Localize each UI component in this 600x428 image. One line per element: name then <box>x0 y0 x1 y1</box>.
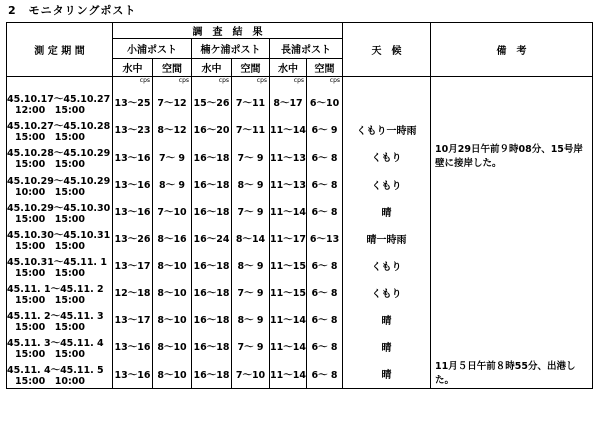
period-cell <box>7 89 113 116</box>
period-times: 15:00 15:00 <box>15 240 85 252</box>
reading-cell: 8～16 <box>153 225 192 252</box>
reading-cell: 6～ 8 <box>307 333 343 360</box>
period-cell <box>7 306 113 333</box>
reading-cell: 6～ 8 <box>307 198 343 225</box>
reading-cell: 11～14 <box>270 360 307 389</box>
table-row <box>7 198 593 225</box>
reading-cell: 8～17 <box>270 89 307 116</box>
remark-cell <box>431 116 593 143</box>
period-dates: 45.10.17～45.10.27 <box>7 93 111 105</box>
reading-cell: 13～16 <box>113 171 153 198</box>
reading-cell: 6～ 8 <box>307 360 343 389</box>
period-times: 15:00 15:00 <box>15 131 85 143</box>
period-times: 10:00 15:00 <box>15 186 85 198</box>
table-row <box>7 116 593 143</box>
period-dates: 45.11. 3～45.11. 4 <box>7 337 104 349</box>
reading-cell: 16～20 <box>192 116 232 143</box>
sub-air-header: 空間 <box>307 59 343 77</box>
remark-cell <box>431 198 593 225</box>
reading-cell: 7～10 <box>153 198 192 225</box>
sub-water-header: 水中 <box>270 59 307 77</box>
reading-cell: 6～ 8 <box>307 143 343 171</box>
remark-cell <box>431 306 593 333</box>
period-dates: 45.11. 2～45.11. 3 <box>7 310 104 322</box>
monitoring-table <box>6 22 593 389</box>
reading-cell: 8～ 9 <box>232 171 270 198</box>
unit-row <box>7 77 593 89</box>
weather-cell: くもり一時雨 <box>343 116 431 143</box>
reading-cell: 11～15 <box>270 252 307 279</box>
reading-cell: 16～18 <box>192 252 232 279</box>
weather-cell: 晴 <box>343 333 431 360</box>
period-dates: 45.11. 4～45.11. 5 <box>7 365 104 376</box>
period-dates: 45.10.31～45.11. 1 <box>7 256 107 268</box>
reading-cell: 7～ 9 <box>232 198 270 225</box>
table-row <box>7 252 593 279</box>
period-times: 15:00 15:00 <box>15 348 85 360</box>
weather-cell: 晴 <box>343 306 431 333</box>
reading-cell: 6～ 8 <box>307 171 343 198</box>
weather-cell: くもり <box>343 252 431 279</box>
table-row <box>7 306 593 333</box>
weather-cell: くもり <box>343 143 431 171</box>
reading-cell: 8～14 <box>232 225 270 252</box>
reading-cell: 8～ 9 <box>232 306 270 333</box>
period-cell <box>7 143 113 171</box>
remark-cell: 11月５日午前８時55分、出港した。 <box>431 360 593 389</box>
sub-air-header: 空間 <box>153 59 192 77</box>
reading-cell: 8～10 <box>153 252 192 279</box>
col-weather-header: 天 候 <box>343 23 431 77</box>
reading-cell: 7～11 <box>232 116 270 143</box>
weather-cell <box>343 89 431 116</box>
period-times: 12:00 15:00 <box>15 104 85 116</box>
reading-cell: 13～16 <box>113 360 153 389</box>
period-cell <box>7 333 113 360</box>
reading-cell: 8～12 <box>153 116 192 143</box>
reading-cell: 16～18 <box>192 171 232 198</box>
table-row <box>7 89 593 116</box>
reading-cell: 7～ 9 <box>232 143 270 171</box>
col-results-header: 調 査 結 果 <box>113 23 343 39</box>
reading-cell: 8～ 9 <box>153 171 192 198</box>
table-row <box>7 225 593 252</box>
reading-cell: 6～ 9 <box>307 116 343 143</box>
period-dates: 45.10.30～45.10.31 <box>7 229 111 241</box>
remark-cell <box>431 333 593 360</box>
reading-cell: 11～14 <box>270 116 307 143</box>
reading-cell: 7～12 <box>153 89 192 116</box>
unit-label: cps <box>153 77 192 89</box>
weather-cell: 晴 <box>343 198 431 225</box>
reading-cell: 8～10 <box>153 279 192 306</box>
reading-cell: 16～24 <box>192 225 232 252</box>
reading-cell: 6～ 8 <box>307 279 343 306</box>
period-dates: 45.10.29～45.10.29 <box>7 175 111 187</box>
reading-cell: 7～ 9 <box>153 143 192 171</box>
unit-blank <box>7 77 113 89</box>
reading-cell: 11～15 <box>270 279 307 306</box>
reading-cell: 13～16 <box>113 143 153 171</box>
reading-cell: 7～10 <box>232 360 270 389</box>
unit-label: cps <box>270 77 307 89</box>
reading-cell: 16～18 <box>192 360 232 389</box>
unit-label: cps <box>113 77 153 89</box>
reading-cell: 6～13 <box>307 225 343 252</box>
reading-cell: 11～13 <box>270 143 307 171</box>
reading-cell: 15～26 <box>192 89 232 116</box>
reading-cell: 11～17 <box>270 225 307 252</box>
reading-cell: 11～14 <box>270 333 307 360</box>
col-remarks-header: 備 考 <box>431 23 593 77</box>
reading-cell: 7～11 <box>232 89 270 116</box>
reading-cell: 11～14 <box>270 306 307 333</box>
period-cell <box>7 116 113 143</box>
reading-cell: 16～18 <box>192 198 232 225</box>
remark-cell <box>431 171 593 198</box>
post-kusugaura-header: 楠ケ浦ポスト <box>192 39 270 59</box>
table-row <box>7 360 593 389</box>
reading-cell: 6～ 8 <box>307 306 343 333</box>
reading-cell: 13～26 <box>113 225 153 252</box>
period-times: 15:00 15:00 <box>15 159 85 170</box>
table-row <box>7 279 593 306</box>
period-cell <box>7 252 113 279</box>
unit-label: cps <box>232 77 270 89</box>
reading-cell: 16～18 <box>192 333 232 360</box>
table-row <box>7 143 593 171</box>
reading-cell: 8～10 <box>153 306 192 333</box>
reading-cell: 13～17 <box>113 306 153 333</box>
remark-cell <box>431 279 593 306</box>
unit-blank <box>343 77 431 89</box>
unit-label: cps <box>307 77 343 89</box>
reading-cell: 16～18 <box>192 279 232 306</box>
section-heading: 2 モニタリングポスト <box>8 4 137 17</box>
weather-cell: くもり <box>343 171 431 198</box>
reading-cell: 16～18 <box>192 143 232 171</box>
reading-cell: 16～18 <box>192 306 232 333</box>
reading-cell: 6～10 <box>307 89 343 116</box>
table-row <box>7 171 593 198</box>
col-period-header: 測 定 期 間 <box>7 23 113 77</box>
period-times: 15:00 10:00 <box>15 376 85 387</box>
reading-cell: 13～17 <box>113 252 153 279</box>
reading-cell: 8～ 9 <box>232 252 270 279</box>
weather-cell: 晴 <box>343 360 431 389</box>
unit-blank <box>431 77 593 89</box>
period-dates: 45.10.28～45.10.29 <box>7 148 111 159</box>
period-cell <box>7 279 113 306</box>
period-cell <box>7 171 113 198</box>
period-times: 15:00 15:00 <box>15 321 85 333</box>
reading-cell: 8～10 <box>153 360 192 389</box>
reading-cell: 12～18 <box>113 279 153 306</box>
reading-cell: 13～23 <box>113 116 153 143</box>
period-dates: 45.10.29～45.10.30 <box>7 202 111 214</box>
reading-cell: 13～16 <box>113 333 153 360</box>
period-dates: 45.11. 1～45.11. 2 <box>7 283 104 295</box>
period-cell <box>7 360 113 389</box>
period-cell <box>7 198 113 225</box>
sub-water-header: 水中 <box>192 59 232 77</box>
sub-air-header: 空間 <box>232 59 270 77</box>
reading-cell: 13～16 <box>113 198 153 225</box>
reading-cell: 6～ 8 <box>307 252 343 279</box>
weather-cell: くもり <box>343 279 431 306</box>
unit-label: cps <box>192 77 232 89</box>
remark-cell <box>431 225 593 252</box>
period-times: 15:00 15:00 <box>15 294 85 306</box>
weather-cell: 晴一時雨 <box>343 225 431 252</box>
period-cell <box>7 225 113 252</box>
reading-cell: 11～13 <box>270 171 307 198</box>
remark-cell: 10月29日午前９時08分、15号岸壁に接岸した。 <box>431 143 593 171</box>
remark-cell <box>431 252 593 279</box>
reading-cell: 7～ 9 <box>232 333 270 360</box>
post-nagaura-header: 長浦ポスト <box>270 39 343 59</box>
period-times: 15:00 15:00 <box>15 213 85 225</box>
table-row <box>7 333 593 360</box>
reading-cell: 11～14 <box>270 198 307 225</box>
sub-water-header: 水中 <box>113 59 153 77</box>
period-times: 15:00 15:00 <box>15 267 85 279</box>
reading-cell: 13～25 <box>113 89 153 116</box>
period-dates: 45.10.27～45.10.28 <box>7 120 111 132</box>
post-koura-header: 小浦ポスト <box>113 39 192 59</box>
remark-cell <box>431 89 593 116</box>
reading-cell: 8～10 <box>153 333 192 360</box>
reading-cell: 7～ 9 <box>232 279 270 306</box>
